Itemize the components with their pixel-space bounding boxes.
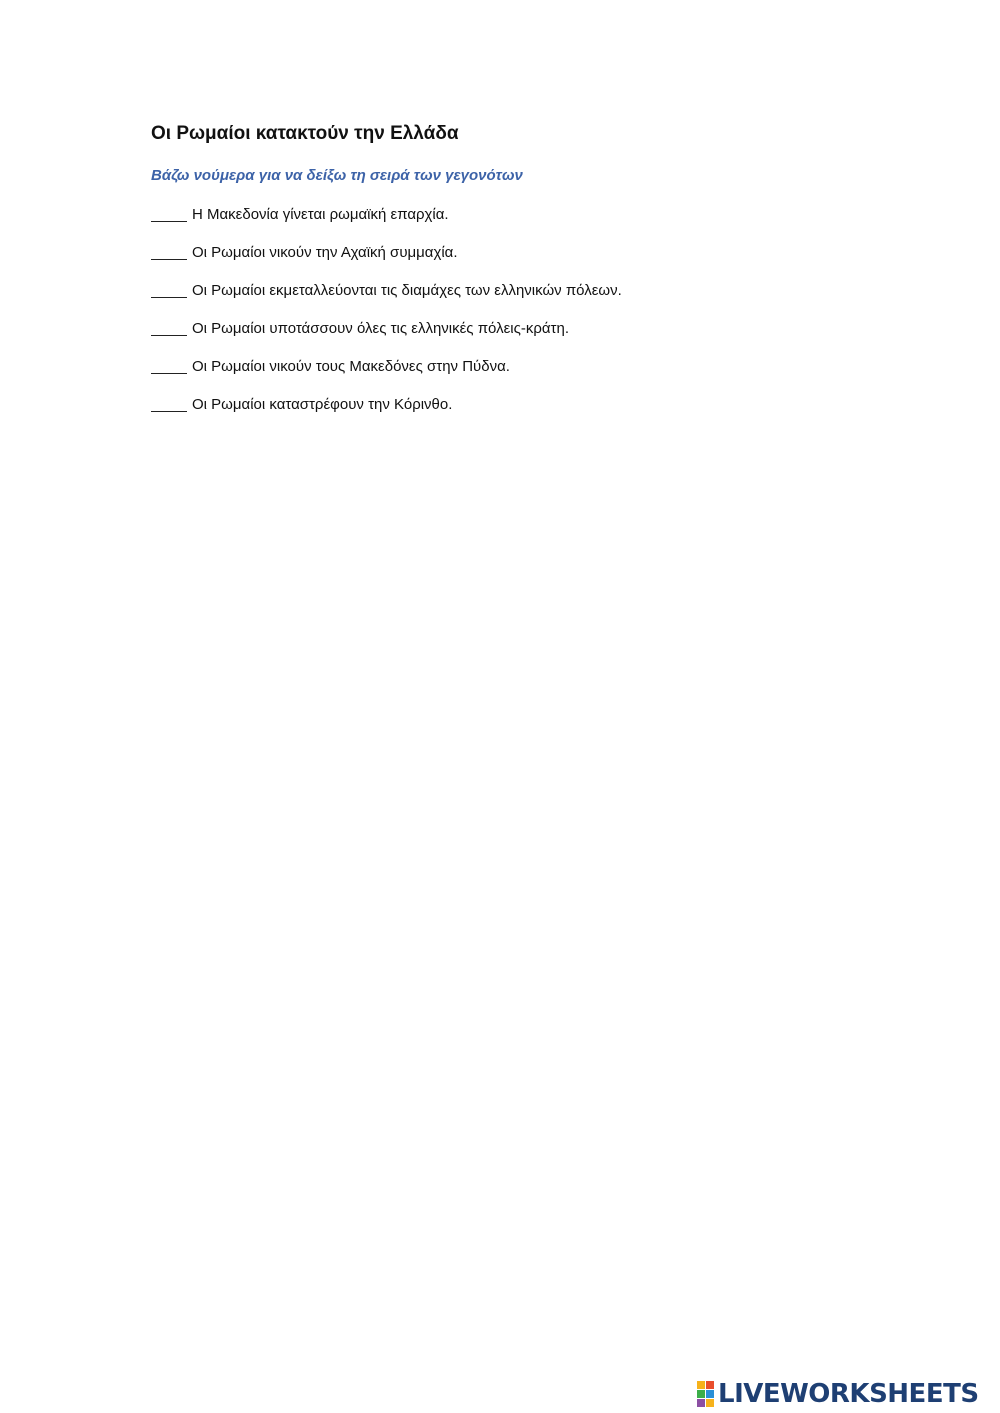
logo-square-2 — [706, 1381, 714, 1389]
answer-blank-6[interactable] — [151, 395, 187, 412]
event-text-6: Οι Ρωμαίοι καταστρέφουν την Κόρινθο. — [192, 396, 453, 413]
event-item-4 — [151, 319, 622, 357]
event-text-1: Η Μακεδονία γίνεται ρωμαϊκή επαρχία. — [192, 206, 449, 223]
answer-blank-2[interactable] — [151, 243, 187, 260]
logo-square-5 — [697, 1399, 705, 1407]
event-text-3: Οι Ρωμαίοι εκμεταλλεύονται τις διαμάχες των ελληνικών πόλεων. — [192, 282, 622, 299]
event-item-5 — [151, 357, 622, 395]
event-list — [151, 205, 622, 433]
event-item-2 — [151, 243, 622, 281]
answer-blank-5[interactable] — [151, 357, 187, 374]
logo-text: LIVEWORKSHEETS — [718, 1379, 979, 1409]
instruction-text: Βάζω νούμερα για να δείξω τη σειρά των γεγονότων — [151, 167, 523, 184]
event-text-5: Οι Ρωμαίοι νικούν τους Μακεδόνες στην Πύδνα. — [192, 358, 510, 375]
answer-blank-3[interactable] — [151, 281, 187, 298]
event-item-3 — [151, 281, 622, 319]
logo-square-6 — [706, 1399, 714, 1407]
liveworksheets-logo — [697, 1380, 979, 1408]
event-text-4: Οι Ρωμαίοι υποτάσσουν όλες τις ελληνικές πόλεις-κράτη. — [192, 320, 569, 337]
event-item-6 — [151, 395, 622, 433]
worksheet-title: Οι Ρωμαίοι κατακτούν την Ελλάδα — [151, 123, 459, 144]
answer-blank-1[interactable] — [151, 205, 187, 222]
liveworksheets-logo-icon — [697, 1381, 714, 1407]
event-text-2: Οι Ρωμαίοι νικούν την Αχαϊκή συμμαχία. — [192, 244, 458, 261]
answer-blank-4[interactable] — [151, 319, 187, 336]
event-item-1 — [151, 205, 622, 243]
logo-square-4 — [706, 1390, 714, 1398]
logo-square-3 — [697, 1390, 705, 1398]
logo-square-1 — [697, 1381, 705, 1389]
